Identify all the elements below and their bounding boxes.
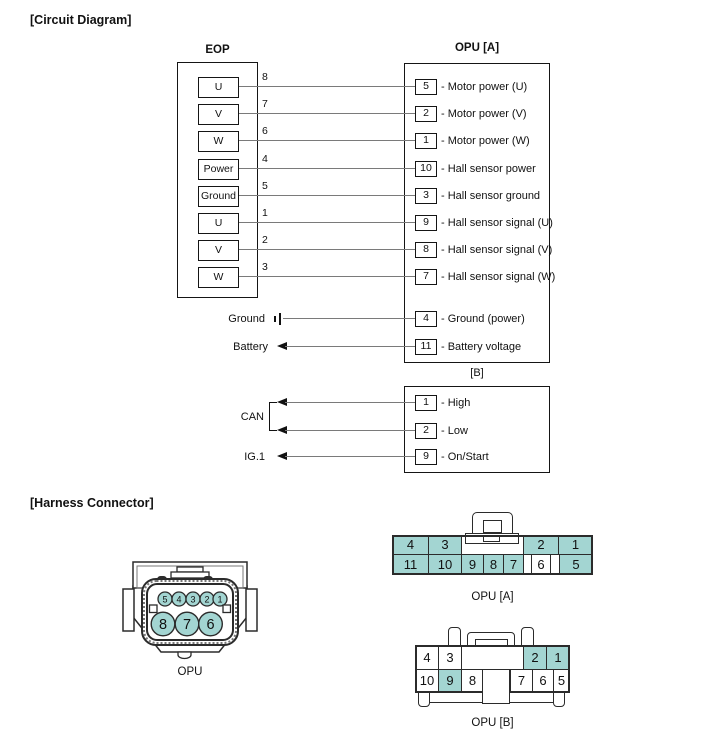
opu-connector-label: OPU	[177, 666, 203, 678]
connector-cell: 4	[415, 645, 439, 670]
small-pin-number: 3	[190, 594, 196, 605]
can-bracket	[269, 402, 277, 403]
connector-cell: 2	[523, 535, 559, 555]
latch-tab	[177, 567, 203, 572]
wire-number: 8	[262, 71, 268, 83]
small-pin-number: 2	[204, 594, 210, 605]
eop-title: EOP	[205, 44, 230, 56]
opu-a-pin-number-box: 7	[415, 269, 437, 285]
wire-number: 3	[262, 261, 268, 273]
opu-a-pin-label: - Hall sensor signal (W)	[441, 271, 556, 283]
opu-b-pin-number-box: 1	[415, 395, 437, 411]
connector-cell: 11	[392, 554, 429, 575]
center-block	[482, 669, 510, 704]
opu-b-pin-label: - Low	[441, 425, 468, 437]
side-wing	[123, 589, 134, 631]
opu-a-pin-number-box: 9	[415, 215, 437, 231]
wire-number: 4	[262, 153, 268, 165]
latch-tab	[171, 572, 209, 578]
small-pin-number: 5	[162, 594, 168, 605]
opu-a-title: OPU [A]	[454, 42, 500, 54]
side-wing	[246, 589, 257, 631]
large-pin-number: 7	[182, 617, 192, 633]
eop-pin-box: Ground	[198, 186, 239, 207]
circuit-diagram-title: [Circuit Diagram]	[30, 13, 132, 27]
opu-a-pin-label: - Battery voltage	[441, 341, 522, 353]
connector-cell: 1	[558, 535, 593, 555]
opu-a-pin-label: - Hall sensor ground	[441, 190, 541, 202]
connector-cell: 2	[523, 645, 547, 670]
opu-a-connector-label: OPU [A]	[471, 591, 514, 603]
large-pin-number: 6	[206, 617, 215, 633]
wire	[239, 222, 416, 223]
opu-round-connector	[120, 553, 260, 665]
can-label: CAN	[240, 411, 264, 423]
opu-a-pin-number-box: 8	[415, 242, 437, 258]
opu-a-pin-number-box: 10	[415, 161, 437, 177]
opu-b-pin-label: - On/Start	[441, 451, 489, 463]
ig1-label: IG.1	[244, 451, 265, 463]
wire	[239, 140, 416, 141]
connector-cell: 5	[553, 669, 570, 693]
connector-cell: 10	[415, 669, 439, 693]
wire	[239, 168, 416, 169]
eop-pin-box: W	[198, 267, 239, 288]
small-pin-number: 1	[217, 594, 223, 605]
eop-pin-box: U	[198, 77, 239, 98]
latch-tab-inner	[483, 520, 502, 533]
eop-pin-box: Power	[198, 159, 239, 180]
wire-number: 7	[262, 98, 268, 110]
connector-cell: 8	[483, 554, 504, 575]
connector-cell: 3	[438, 645, 462, 670]
ground-symbol	[279, 313, 281, 325]
wire	[239, 276, 416, 277]
connector-cell: 3	[428, 535, 462, 555]
can-bracket	[269, 430, 277, 431]
opu-a-pin-label: - Hall sensor signal (V)	[441, 244, 553, 256]
wire	[239, 195, 416, 196]
connector-cell: 4	[392, 535, 429, 555]
opu-a-pin-number-box: 5	[415, 79, 437, 95]
opu-b-pin-number-box: 9	[415, 449, 437, 465]
wire-number: 1	[262, 207, 268, 219]
bottom-foot	[418, 692, 430, 707]
bottom-notch	[178, 652, 191, 659]
opu-a-connector-outline	[392, 535, 593, 575]
battery-source-label: Battery	[233, 341, 268, 353]
connector-cell: 9	[461, 554, 484, 575]
opu-a-pin-label: - Motor power (U)	[441, 81, 528, 93]
eop-pin-box: U	[198, 213, 239, 234]
ground-symbol	[274, 316, 276, 322]
opu-a-pin-label: - Hall sensor power	[441, 163, 536, 175]
bottom-foot	[553, 692, 565, 707]
wire-number: 6	[262, 125, 268, 137]
opu-a-pin-label: - Motor power (W)	[441, 135, 530, 147]
latch-ear	[521, 627, 534, 647]
can-bracket	[269, 403, 270, 431]
wire	[285, 430, 416, 431]
eop-pin-box: W	[198, 131, 239, 152]
connector-cell: 6	[531, 554, 551, 575]
eop-pin-box: V	[198, 104, 239, 125]
opu-a-pin-number-box: 2	[415, 106, 437, 122]
keying-square	[150, 605, 158, 613]
connector-cell: 7	[503, 554, 524, 575]
opu-a-pin-label: - Motor power (V)	[441, 108, 527, 120]
opu-b-block-title: [B]	[470, 367, 484, 379]
wire	[285, 402, 416, 403]
small-pin-number: 4	[176, 594, 182, 605]
wire	[285, 346, 416, 347]
opu-b-pin-label: - High	[441, 397, 471, 409]
opu-b-pin-number-box: 2	[415, 423, 437, 439]
opu-a-pin-label: - Ground (power)	[441, 313, 525, 325]
wire	[239, 86, 416, 87]
connector-cell: 9	[438, 669, 462, 693]
keying-square	[223, 605, 231, 613]
wire	[239, 113, 416, 114]
connector-cell: 1	[546, 645, 570, 670]
opu-a-pin-label: - Hall sensor signal (U)	[441, 217, 553, 229]
wire-number: 2	[262, 234, 268, 246]
harness-connector-title: [Harness Connector]	[30, 496, 154, 510]
opu-a-pin-number-box: 3	[415, 188, 437, 204]
wire-number: 5	[262, 180, 268, 192]
wire	[283, 318, 416, 319]
eop-pin-box: V	[198, 240, 239, 261]
opu-b-connector-label: OPU [B]	[471, 717, 514, 729]
latch-ear	[448, 627, 461, 647]
connector-cell: 6	[532, 669, 554, 693]
opu-a-pin-number-box: 1	[415, 133, 437, 149]
large-pin-number: 8	[158, 617, 168, 633]
connector-cell: 8	[461, 669, 484, 693]
wire	[285, 456, 416, 457]
opu-a-pin-number-box: 4	[415, 311, 437, 327]
connector-cell: 7	[510, 669, 533, 693]
connector-cell: 5	[559, 554, 593, 575]
opu-a-pin-number-box: 11	[415, 339, 437, 355]
ground-source-label: Ground	[228, 313, 265, 325]
wire	[239, 249, 416, 250]
connector-cell: 10	[428, 554, 462, 575]
